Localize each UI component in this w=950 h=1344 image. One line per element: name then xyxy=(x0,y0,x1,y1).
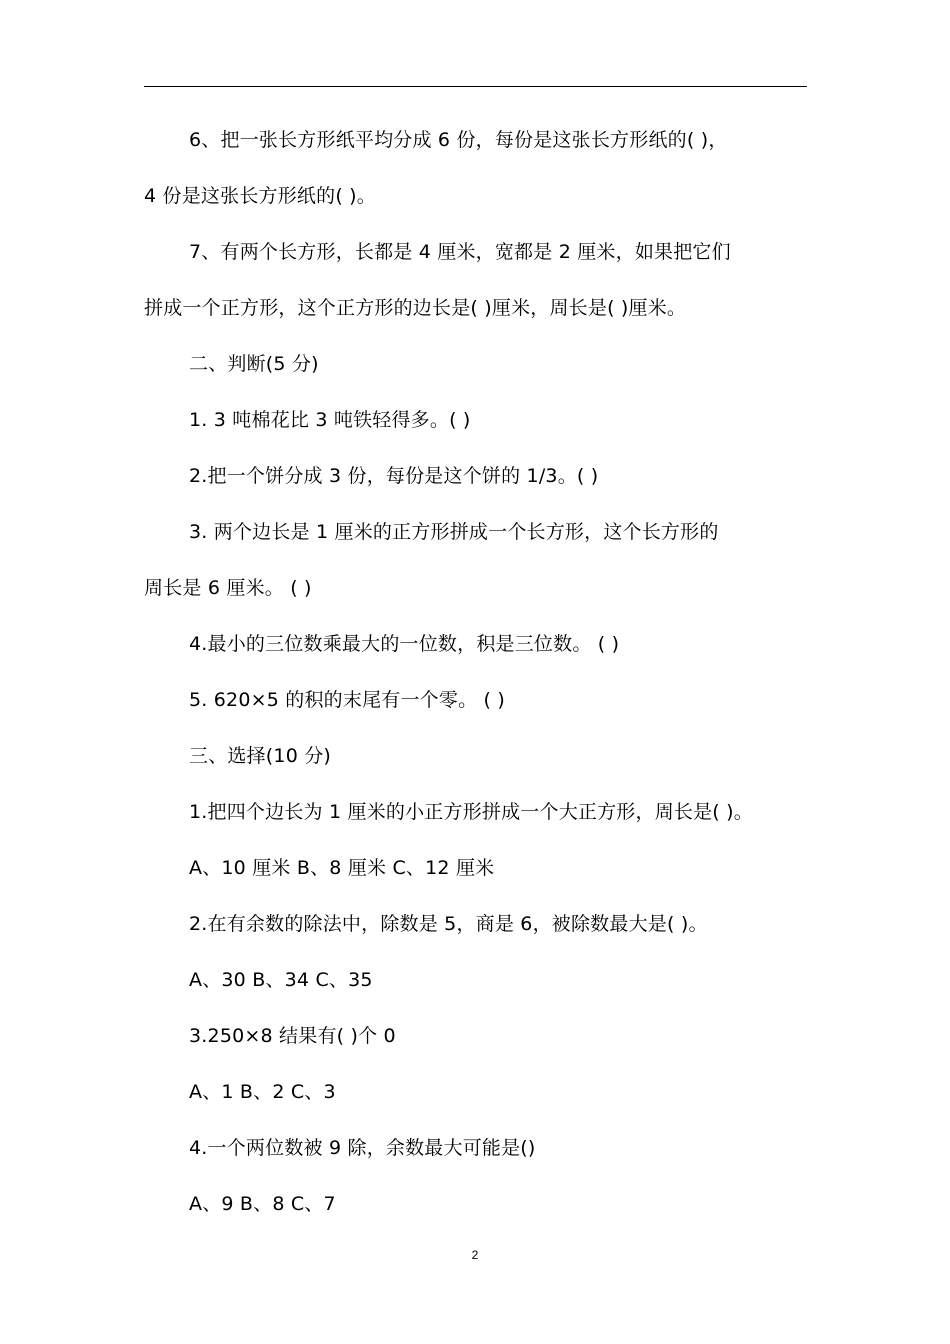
choice-question-2: 2.在有余数的除法中，除数是 5，商是 6，被除数最大是( )。 xyxy=(189,913,708,935)
judgement-item-2: 2.把一个饼分成 3 份，每份是这个饼的 1/3。( ) xyxy=(189,465,599,487)
judgement-item-4: 4.最小的三位数乘最大的一位数，积是三位数。 ( ) xyxy=(189,633,620,655)
choice-options-2: A、30 B、34 C、35 xyxy=(189,969,373,991)
page-number: 2 xyxy=(471,1248,479,1262)
question-7-line-1: 7、有两个长方形，长都是 4 厘米，宽都是 2 厘米，如果把它们 xyxy=(189,241,731,263)
choice-options-3: A、1 B、2 C、3 xyxy=(189,1081,336,1103)
choice-question-1: 1.把四个边长为 1 厘米的小正方形拼成一个大正方形，周长是( )。 xyxy=(189,801,753,823)
choice-question-4: 4.一个两位数被 9 除，余数最大可能是() xyxy=(189,1137,536,1159)
document-body xyxy=(144,112,807,1232)
choice-options-1: A、10 厘米 B、8 厘米 C、12 厘米 xyxy=(189,857,495,879)
choice-question-3: 3.250×8 结果有( )个 0 xyxy=(189,1025,396,1047)
header-rule xyxy=(144,86,807,87)
judgement-item-1: 1. 3 吨棉花比 3 吨铁轻得多。( ) xyxy=(189,409,471,431)
question-6-line-1: 6、把一张长方形纸平均分成 6 份，每份是这张长方形纸的( )， xyxy=(189,129,728,151)
judgement-item-3-line-2: 周长是 6 厘米。 ( ) xyxy=(144,577,312,599)
choice-options-4: A、9 B、8 C、7 xyxy=(189,1193,336,1215)
judgement-item-3-line-1: 3. 两个边长是 1 厘米的正方形拼成一个长方形，这个长方形的 xyxy=(189,521,719,543)
section-heading-judgement: 二、判断(5 分) xyxy=(189,353,319,375)
question-6-line-2: 4 份是这张长方形纸的( )。 xyxy=(144,185,376,207)
section-heading-choice: 三、选择(10 分) xyxy=(189,745,332,767)
judgement-item-5: 5. 620×5 的积的末尾有一个零。 ( ) xyxy=(189,689,505,711)
question-7-line-2: 拼成一个正方形，这个正方形的边长是( )厘米，周长是( )厘米。 xyxy=(144,297,687,319)
